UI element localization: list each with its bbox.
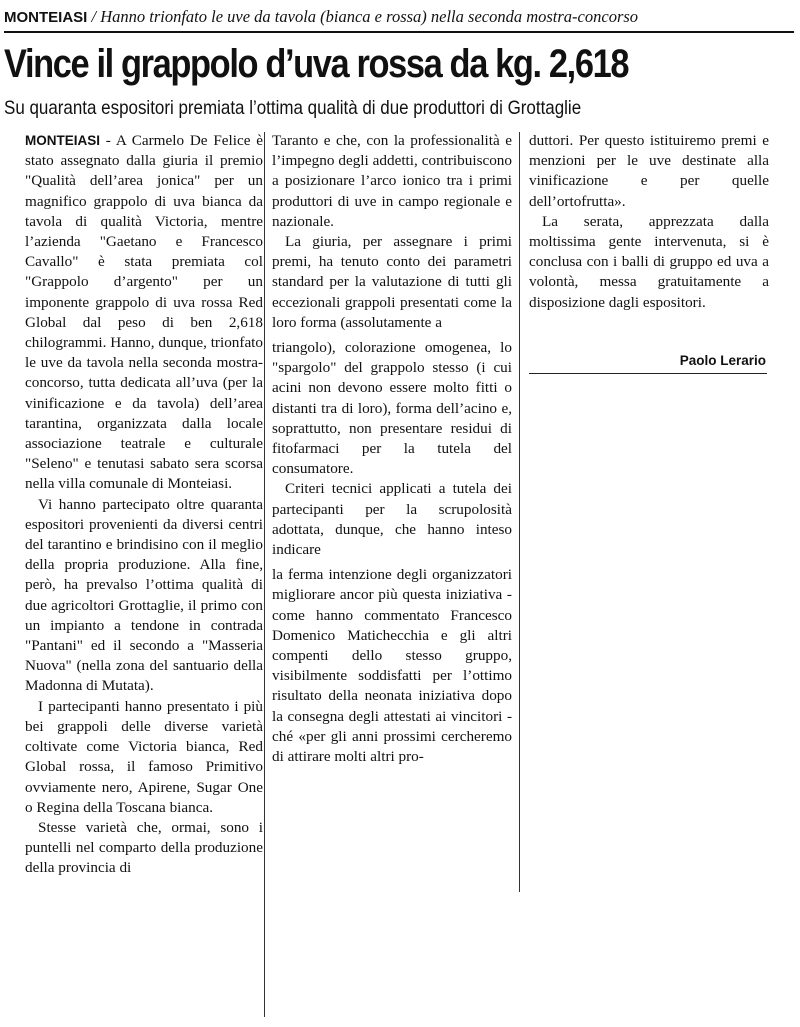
paragraph: la ferma intenzione degli organizzatori migliorare ancor più questa iniziativa - come hanno commentato Francesco Domenico Matichecchia e gli altri compenti dello stesso gruppo, visibilmente soddisfatti per l’ottimo risultato della neonata iniziativa dopo la consegna degli attestati ai vincitori - ché «per gli anni prossimi cercheremo di attirare molti altri pro- xyxy=(272,566,512,766)
kicker-location: MONTEIASI xyxy=(4,9,88,26)
paragraph: Criteri tecnici applicati a tutela dei partecipanti per la scrupolosità adottata, dunque, che hanno inteso indicare xyxy=(272,480,512,559)
article-column-1 xyxy=(25,131,263,879)
article-column-2 xyxy=(272,131,512,767)
column-divider xyxy=(264,132,265,1017)
kicker-separator: / xyxy=(87,7,101,26)
kicker-text: Hanno trionfato le uve da tavola (bianca e rossa) nella seconda mostra-concorso xyxy=(100,7,639,26)
paragraph: La serata, apprezzata dalla moltissima gente intervenuta, si è conclusa con i balli di gruppo ed uva a volontà, messa gratuitamente a disposizione dagli espositori. xyxy=(529,212,769,311)
byline: Paolo Lerario xyxy=(679,353,766,368)
top-rule xyxy=(4,31,794,33)
headline: Vince il grappolo d’uva rossa da kg. 2,618 xyxy=(4,42,629,86)
paragraph: Vi hanno partecipato oltre quaranta espositori provenienti da diversi centri del tarantino e brindisino con il meglio della propria produzione. Alla fine, però, ha prevalso l’ottima qualità di due agricoltori Grottaglie, il primo con un impianto a tendone in contrada "Pantani" ed il secondo a "Masseria Nuova" (nella zona del santuario della Madonna di Mutata). xyxy=(25,495,263,695)
paragraph xyxy=(25,131,263,495)
kicker xyxy=(4,4,796,30)
paragraph-text: A Carmelo De Felice è stato assegnato dalla giuria il premio "Qualità dell’area jonica" per un magnifico grappolo di uva bianca da tavola di qualità Victoria, mentre l’azienda "Gaetano e Francesco Cavallo" è stata premiata col "Grappolo d’argento" per un imponente grappolo di uva rossa Red Global dal peso di ben 2,618 chilogrammi. Hanno, dunque, trionfato le uve da tavola nella seconda mostra-concorso, tutta dedicata all’uva (per la vinificazione e da tavola) dell’area tarantina, organizzata dalla locale associazione teatrale e culturale "Seleno" e tenutasi sabato sera scorsa nella villa comunale di Monteiasi. xyxy=(25,132,263,493)
article-column-3 xyxy=(529,131,769,313)
paragraph: La giuria, per assegnare i primi premi, ha tenuto conto dei parametri standard per la valutazione di tutti gli eccezionali grappoli presentati come la loro forma (assolutamente a xyxy=(272,233,512,331)
paragraph: duttori. Per questo istituiremo premi e menzioni per le uve destinate alla vinificazione e per quelle dell’ortofrutta». xyxy=(529,132,769,210)
paragraph: triangolo), colorazione omogenea, lo "spargolo" del grappolo stesso (i cui acini non devono essere molto fitti o distanti tra di loro), forma dell’acino e, soprattutto, non presentare residui di fitofarmaci per la tutela del consumatore. xyxy=(272,339,512,478)
paragraph: Taranto e che, con la professionalità e l’impegno degli addetti, contribuiscono a posizionare l’arco ionico tra i primi produttori di uve in campo regionale e nazionale. xyxy=(272,132,512,230)
subheadline: Su quaranta espositori premiata l’ottima qualità di due produttori di Grottaglie xyxy=(4,97,582,119)
paragraph: I partecipanti hanno presentato i più bei grappoli delle diverse varietà coltivate come Victoria bianca, Red Global rossa, il famoso Primitivo ovviamente nero, Apirene, Sugar One o Regina della Toscana bianca. xyxy=(25,697,263,816)
byline-rule xyxy=(529,373,767,374)
column-divider xyxy=(519,132,520,892)
dateline: MONTEIASI xyxy=(25,133,101,148)
dateline-separator: - xyxy=(100,132,116,149)
paragraph: Stesse varietà che, ormai, sono i puntelli nel comparto della produzione della provincia di xyxy=(25,818,263,877)
